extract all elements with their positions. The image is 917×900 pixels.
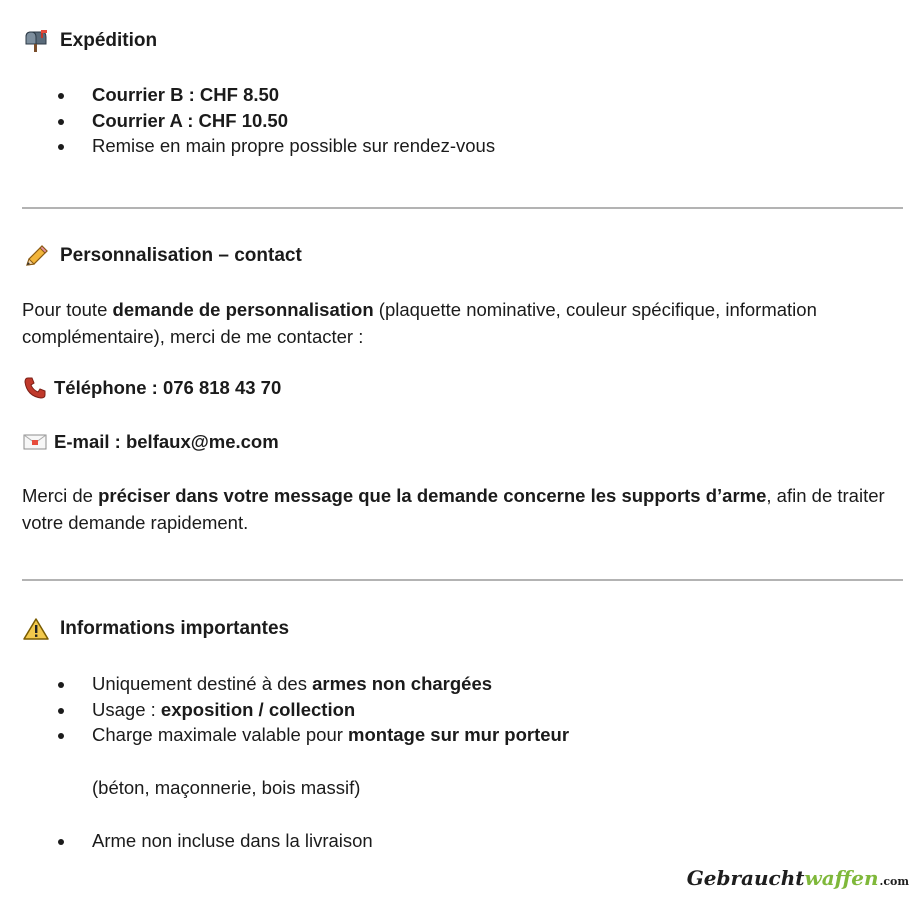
shipping-title: Expédition [60,30,158,51]
divider [22,579,903,581]
info-heading [22,616,289,642]
shipping-list [52,82,495,159]
email-text: E-mail : belfaux@me.com [54,431,279,452]
personalization-intro: Pour toute demande de personnalisation (plaquette nominative, couleur spécifique, information complémentaire), merci de me contacter : [22,299,817,347]
email-line [22,430,279,454]
phone-text: Téléphone : 076 818 43 70 [54,377,282,398]
personalization-heading [22,243,302,269]
info-list-extra [52,828,373,854]
list-item: Courrier B : CHF 8.50 [52,82,495,108]
phone-icon [22,376,48,400]
warning-icon [22,616,50,642]
shipping-heading [22,28,157,54]
list-item: Uniquement destiné à des armes non chargées [52,671,569,697]
info-note: (béton, maçonnerie, bois massif) [92,777,361,798]
divider [22,207,903,209]
mailbox-icon [22,28,50,54]
phone-line [22,376,281,400]
personalization-title: Personnalisation – contact [60,245,302,266]
watermark-logo: Gebraucht waffen .com [686,866,909,890]
list-item: Remise en main propre possible sur rendez-vous [52,133,495,159]
info-list [52,671,569,748]
list-item: Courrier A : CHF 10.50 [52,108,495,134]
list-item: Usage : exposition / collection [52,697,569,723]
envelope-icon [22,430,48,454]
list-item: Arme non incluse dans la livraison [52,828,373,854]
info-title: Informations importantes [60,618,290,639]
pencil-icon [22,243,50,269]
personalization-note: Merci de préciser dans votre message que la demande concerne les supports d’arme, afin de traiter votre demande rapidement. [22,485,885,533]
list-item: Charge maximale valable pour montage sur mur porteur [52,722,569,748]
